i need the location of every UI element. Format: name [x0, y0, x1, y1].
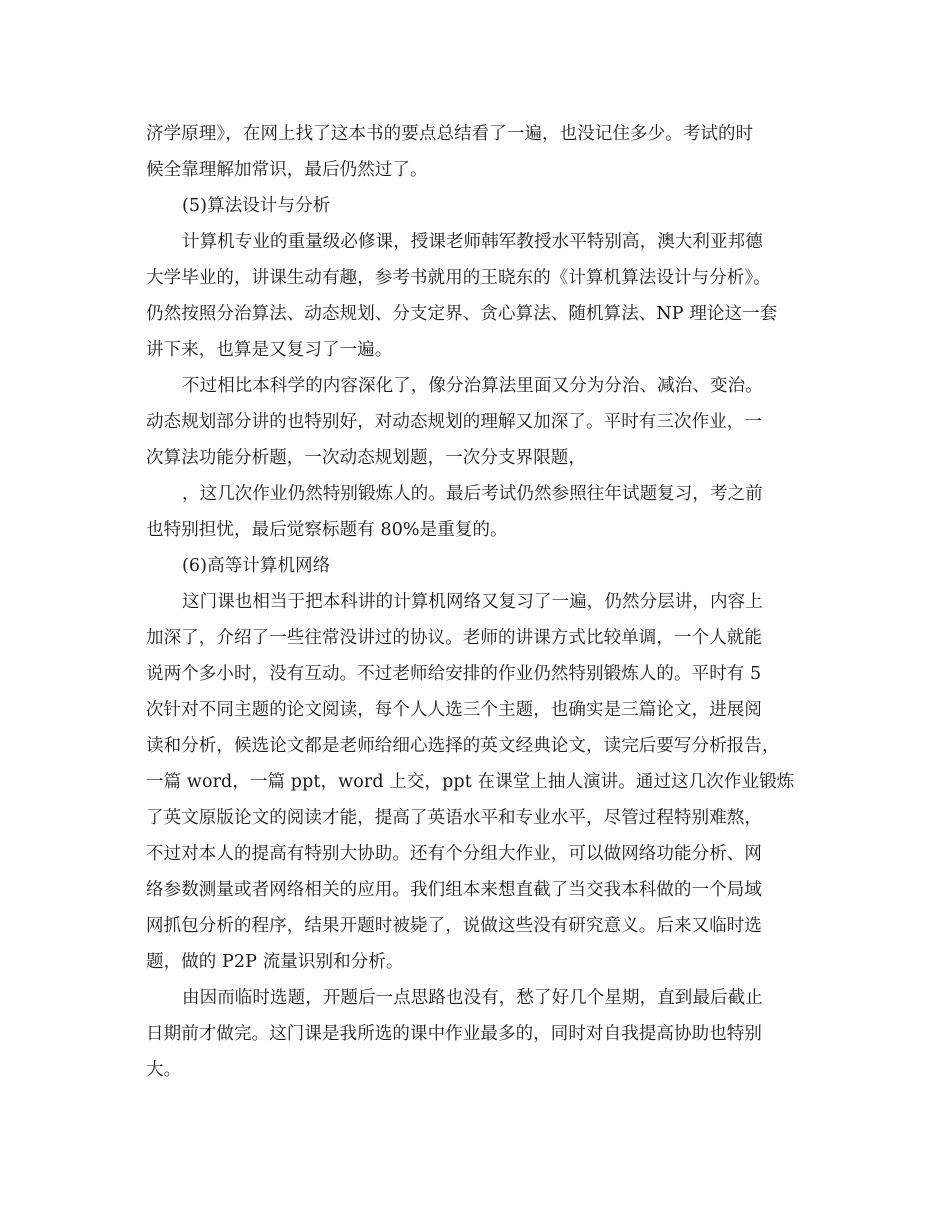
text-line: 了英文原版论文的阅读才能，提高了英语水平和专业水平，尽管过程特别难熬，: [146, 808, 762, 828]
text-line: 由因而临时选题，开题后一点思路也没有，愁了好几个星期，直到最后截止: [182, 988, 763, 1008]
text-line: 动态规划部分讲的也特别好，对动态规划的理解又加深了。平时有三次作业，一: [146, 412, 762, 432]
text-line: 一篇 word，一篇 ppt，word 上交，ppt 在课堂上抽人演讲。通过这几次作业锻炼: [146, 772, 795, 792]
section-heading: (5)算法设计与分析: [182, 196, 331, 216]
text-line: 网抓包分析的程序，结果开题时被毙了，说做这些没有研究意义。后来又临时选: [146, 916, 762, 936]
text-line: 大学毕业的，讲课生动有趣，参考书就用的王晓东的《计算机算法设计与分析》。: [146, 268, 771, 288]
text-line: 济学原理》，在网上找了这本书的要点总结看了一遍，也没记住多少。考试的时: [146, 124, 754, 144]
text-line: 次算法功能分析题，一次动态规划题，一次分支界限题，: [146, 448, 586, 468]
text-line: 候全靠理解加常识，最后仍然过了。: [146, 160, 428, 180]
text-line: ，这几次作业仍然特别锻炼人的。最后考试仍然参照往年试题复习，考之前: [182, 484, 763, 504]
text-line: 读和分析，候选论文都是老师给细心选择的英文经典论文，读完后要写分析报告，: [146, 736, 780, 756]
text-line: 仍然按照分治算法、动态规划、分支定界、贪心算法、随机算法、NP 理论这一套: [146, 304, 778, 324]
text-line: 讲下来，也算是又复习了一遍。: [146, 340, 393, 360]
text-line: 也特别担忧，最后觉察标题有 80%是重复的。: [146, 520, 508, 540]
text-line: 题，做的 P2P 流量识别和分析。: [146, 952, 404, 972]
text-line: 加深了，介绍了一些往常没讲过的协议。老师的讲课方式比较单调，一个人就能: [146, 628, 762, 648]
text-line: 说两个多小时，没有互动。不过老师给安排的作业仍然特别锻炼人的。平时有 5: [146, 664, 762, 684]
text-line: 计算机专业的重量级必修课，授课老师韩军教授水平特别高，澳大利亚邦德: [182, 232, 763, 252]
text-line: 络参数测量或者网络相关的应用。我们组本来想直截了当交我本科做的一个局域: [146, 880, 762, 900]
text-line: 大。: [146, 1060, 182, 1080]
text-line: 不过对本人的提高有特别大协助。还有个分组大作业，可以做网络功能分析、网: [146, 844, 762, 864]
text-line: 不过相比本科学的内容深化了，像分治算法里面又分为分治、减治、变治。: [182, 376, 763, 396]
text-line: 次针对不同主题的论文阅读，每个人人选三个主题，也确实是三篇论文，进展阅: [146, 700, 762, 720]
section-heading: (6)高等计算机网络: [182, 556, 331, 576]
text-line: 日期前才做完。这门课是我所选的课中作业最多的，同时对自我提高协助也特别: [146, 1024, 762, 1044]
text-line: 这门课也相当于把本科讲的计算机网络又复习了一遍，仍然分层讲，内容上: [182, 592, 763, 612]
